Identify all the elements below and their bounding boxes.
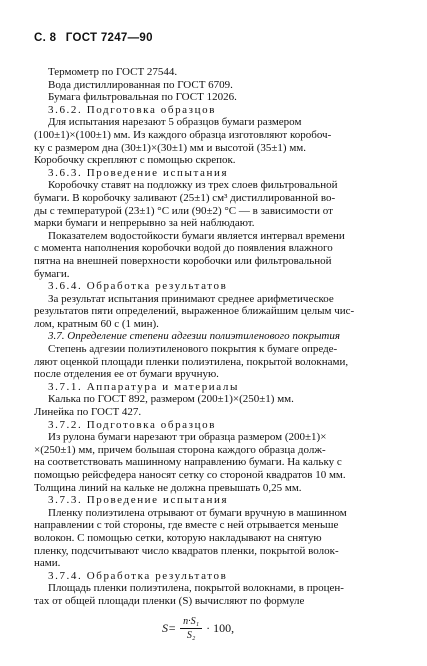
text-line: Коробочку ставят на подложку из трех слоев фильтровальной	[48, 179, 338, 192]
text-line: Вода дистиллированная по ГОСТ 6709.	[48, 78, 233, 91]
formula-fraction	[180, 616, 202, 641]
text-line: на соответствовать машинному направлению бумаги. На кальку с	[34, 456, 342, 469]
section-heading: 3.7.3. Проведение испытания	[48, 494, 229, 507]
formula-tail: · 100,	[206, 621, 235, 636]
section-heading: 3.7. Определение степени адгезии полиэтиленового покрытия	[48, 330, 340, 343]
text-line: Из рулона бумаги нарезают три образца размером (200±1)×	[48, 431, 327, 444]
text-line: результатов пяти определений, выраженное ближайшим целым чис-	[34, 305, 355, 318]
formula	[162, 612, 383, 646]
text-line: Для испытания нарезают 5 образцов бумаги размером	[48, 116, 302, 129]
section-heading: 3.6.4. Обработка результатов	[48, 280, 228, 293]
text-line: с момента наполнения коробочки водой до появления влажного	[34, 242, 333, 255]
text-line: Линейка по ГОСТ 427.	[34, 406, 142, 419]
text-line: марки бумаги и непрерывно за ней наблюдают.	[34, 217, 255, 230]
section-heading: 3.7.4. Обработка результатов	[48, 569, 228, 582]
text-line: ды с температурой (23±1) °С или (90±2) °С — в зависимости от	[34, 204, 333, 217]
text-line: ку с размером дна (30±1)×(30±1) мм и высотой (35±1) мм.	[34, 141, 306, 154]
section-heading: 3.7.2. Подготовка образцов	[48, 418, 216, 431]
text-line: (100±1)×(100±1) мм. Из каждого образца изготовляют коробоч-	[34, 128, 332, 141]
text-line: За результат испытания принимают среднее арифметическое	[48, 292, 334, 305]
document-body	[34, 66, 383, 608]
formula-numerator: n·S₁	[180, 616, 202, 629]
text-line: лом, кратным 60 с (1 мин).	[34, 317, 159, 330]
section-heading: 3.6.2. Подготовка образцов	[48, 103, 216, 116]
text-line: помощью рейсфедера наносят сетку со стороной квадратов 10 мм.	[34, 469, 346, 481]
text-line: нами.	[34, 557, 61, 570]
page-header	[34, 32, 383, 44]
text-line: после отделения ее от бумаги вручную.	[34, 368, 219, 381]
text-line: Термометр по ГОСТ 27544.	[48, 66, 178, 78]
page-number: С. 8	[34, 32, 57, 44]
text-line: волокон. С помощью сетки, которую накладывают на снятую	[34, 531, 322, 544]
text-line: ляют оценкой площади пленки полиэтилена, покрытой волокнами,	[34, 355, 349, 368]
text-line: Показателем водостойкости бумаги является интервал времени	[48, 229, 345, 242]
section-heading: 3.6.3. Проведение испытания	[48, 166, 229, 179]
text-line: ×(250±1) мм, причем большая сторона каждого образца долж-	[34, 443, 326, 456]
section-heading: 3.7.1. Аппаратура и материалы	[48, 380, 239, 393]
formula-denominator: S₂	[186, 630, 196, 642]
formula-lhs: S=	[162, 621, 177, 636]
text-line: пятна на внешней поверхности коробочки или фильтровальной	[34, 254, 332, 267]
text-line: бумаги.	[34, 267, 70, 280]
text-line: Площадь пленки полиэтилена, покрытой волокнами, в процен-	[48, 582, 344, 595]
text-line: Степень адгезии полиэтиленового покрытия к бумаге опреде-	[48, 343, 338, 356]
text-line: тах от общей площади пленки (S) вычисляют по формуле	[34, 594, 305, 607]
text-line: Коробочку скрепляют с помощью скрепок.	[34, 154, 236, 167]
text-line: Толщина линий на кальке не должна превышать 0,25 мм.	[34, 481, 302, 494]
text-line: пленку, подсчитывают число квадратов пленки, покрытой волок-	[34, 544, 339, 557]
text-line: Калька по ГОСТ 892, размером (200±1)×(250±1) мм.	[48, 393, 294, 406]
text-line: Пленку полиэтилена отрывают от бумаги вручную в машинном	[48, 506, 347, 519]
text-line: бумаги. В коробочку заливают (25±1) см³ дистиллированной во-	[34, 191, 336, 204]
text-line: Бумага фильтровальная по ГОСТ 12026.	[48, 91, 237, 104]
text-line: направлении с той стороны, где вместе с ней отрывается меньше	[34, 519, 339, 532]
standard-code: ГОСТ 7247—90	[65, 32, 153, 44]
